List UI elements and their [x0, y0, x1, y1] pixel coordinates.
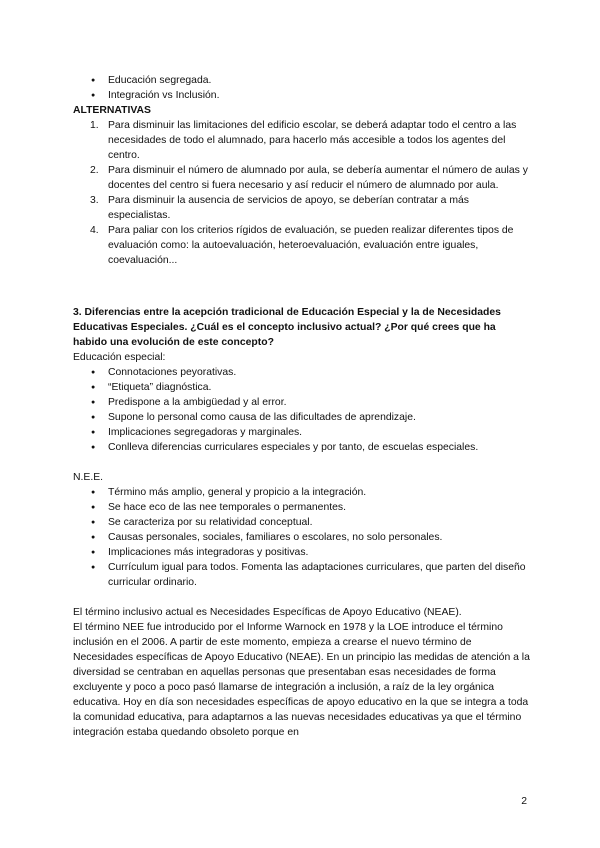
list-item: ● Integración vs Inclusión.: [73, 88, 530, 103]
alternativas-heading: ALTERNATIVAS: [73, 105, 151, 116]
list-item: ● Se hace eco de las nee temporales o permanentes.: [73, 500, 530, 515]
paragraph-neae-term: El término inclusivo actual es Necesidades Específicas de Apoyo Educativo (NEAE).: [73, 607, 462, 618]
item-text: Para disminuir el número de alumnado por aula, se debería aumentar el número de aulas y docentes del centro si fuera necesario y así reducir el número de alumnado por aula.: [108, 165, 528, 191]
item-number: 3.: [90, 195, 99, 206]
paragraph-evolution: El término NEE fue introducido por el Informe Warnock en 1978 y la LOE introduce el término inclusión en el 2006. A partir de este momento, empieza a crearse el nuevo término de Necesidades específicas de Apoyo Educativo (NEAE). En un principio las medidas de atención a la diversidad se centraban en aquellas personas que presentaban esas necesidades de forma excluyente y poco a poco pasó llamarse de integración a inclusión, a raíz de la ley orgánica educativa. Hoy en día son necesidades específicas de apoyo educativo en la que se integra a toda la comunidad educativa, para adaptarnos a las nuevas necesidades educativas ya que el término integración estaba quedando obsoleto porque en: [73, 622, 530, 738]
list-item: [73, 118, 530, 163]
list-item: ● Causas personales, sociales, familiares o escolares, no solo personales.: [73, 530, 530, 545]
educacion-especial-label: Educación especial:: [73, 352, 166, 363]
list-item: ● “Etiqueta” diagnóstica.: [73, 380, 530, 395]
item-text: Para paliar con los criterios rígidos de evaluación, se pueden realizar diferentes tipos de evaluación como: la autoevaluación, heteroevaluación, evaluación entre iguales, coevaluación...: [108, 225, 514, 266]
item-number: 4.: [90, 225, 99, 236]
item-text: Para disminuir la ausencia de servicios de apoyo, se deberían contratar a más especialistas.: [108, 195, 469, 221]
list-item: ● Supone lo personal como causa de las dificultades de aprendizaje.: [73, 410, 530, 425]
list-item: ● Educación segregada.: [73, 73, 530, 88]
list-item: ● Se caracteriza por su relatividad conceptual.: [73, 515, 530, 530]
intro-bullet-list: [73, 73, 530, 103]
list-item: ● Currículum igual para todos. Fomenta las adaptaciones curriculares, que parten del diseño curricular ordinario.: [73, 560, 530, 590]
nee-label: N.E.E.: [73, 472, 104, 483]
educacion-especial-list: [73, 365, 530, 455]
list-item: [73, 193, 530, 223]
list-item: ● Implicaciones segregadoras y marginales.: [73, 425, 530, 440]
item-number: 2.: [90, 165, 99, 176]
page-number: 2: [521, 796, 527, 807]
list-item: ● Predispone a la ambigüedad y al error.: [73, 395, 530, 410]
nee-list: [73, 485, 530, 590]
document-page: [73, 73, 530, 740]
list-item: ● Implicaciones más integradoras y positivas.: [73, 545, 530, 560]
item-text: Para disminuir las limitaciones del edificio escolar, se deberá adaptar todo el centro a las necesidades de todo el alumnado, para hacerlo más accesible a todos los agentes del centro.: [108, 120, 517, 161]
list-item: [73, 163, 530, 193]
section-3-title: 3. Diferencias entre la acepción tradicional de Educación Especial y la de Necesidades Educativas Especiales. ¿Cuál es el concepto inclusivo actual? ¿Por qué crees que ha habido una evolución de este concepto?: [73, 307, 501, 348]
list-item: ● Connotaciones peyorativas.: [73, 365, 530, 380]
list-item: ● Conlleva diferencias curriculares especiales y por tanto, de escuelas especiales.: [73, 440, 530, 455]
list-item: [73, 223, 530, 268]
list-item: ● Término más amplio, general y propicio a la integración.: [73, 485, 530, 500]
alternativas-list: [73, 118, 530, 268]
item-number: 1.: [90, 120, 99, 131]
